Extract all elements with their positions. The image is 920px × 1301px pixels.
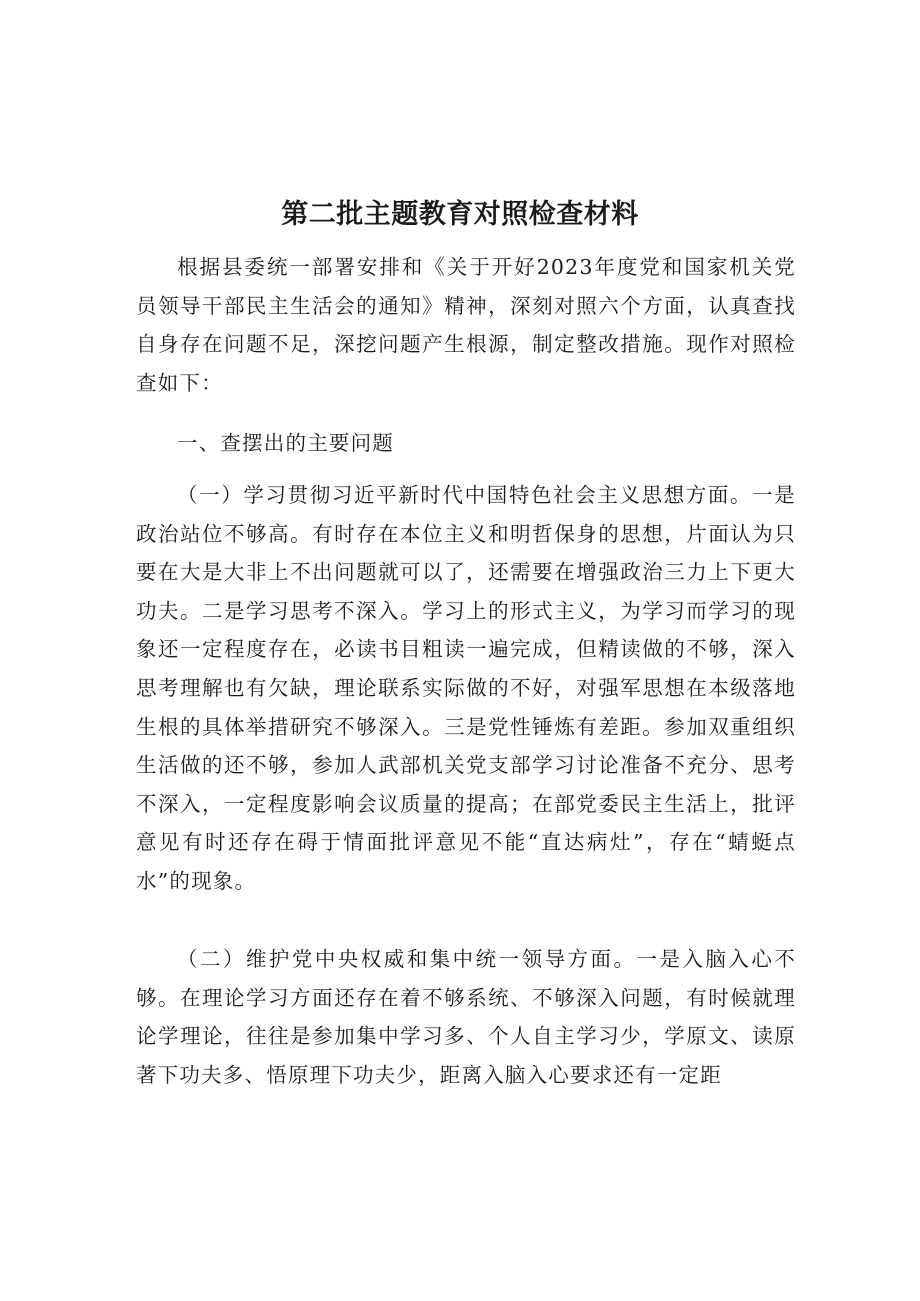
document-title: 第二批主题教育对照检查材料: [281, 199, 639, 230]
section-heading: 一、查摆出的主要问题: [177, 431, 394, 455]
intro-paragraph: 根据县委统一部署安排和《关于开好2023年度党和国家机关党员领导干部民主生活会的通知》精神，深刻对照六个方面，认真查找自身存在问题不足，深挖问题产生根源，制定整改措施。现作对照检查如下：: [136, 255, 796, 395]
section-1-paragraph: （一）学习贯彻习近平新时代中国特色社会主义思想方面。一是政治站位不够高。有时存在本位主义和明哲保身的思想，片面认为只要在大是大非上不出问题就可以了，还需要在增强政治三力上下更大功夫。二是学习思考不深入。学习上的形式主义，为学习而学习的现象还一定程度存在，必读书目粗读一遍完成，但精读做的不够，深入思考理解也有欠缺，理论联系实际做的不好，对强军思想在本级落地生根的具体举措研究不够深入。三是党性锤炼有差距。参加双重组织生活做的还不够，参加人武部机关党支部学习讨论准备不充分、思考不深入，一定程度影响会议质量的提高；在部党委民主生活上，批评意见有时还存在碍于情面批评意见不能“直达病灶”，存在“蜻蜓点水”的现象。: [136, 483, 796, 893]
section-2-paragraph: （二）维护党中央权威和集中统一领导方面。一是入脑入心不够。在理论学习方面还存在着不够系统、不够深入问题，有时候就理论学理论，往往是参加集中学习多、个人自主学习少，学原文、读原著下功夫多、悟原理下功夫少，距离入脑入心要求还有一定距: [136, 947, 796, 1087]
